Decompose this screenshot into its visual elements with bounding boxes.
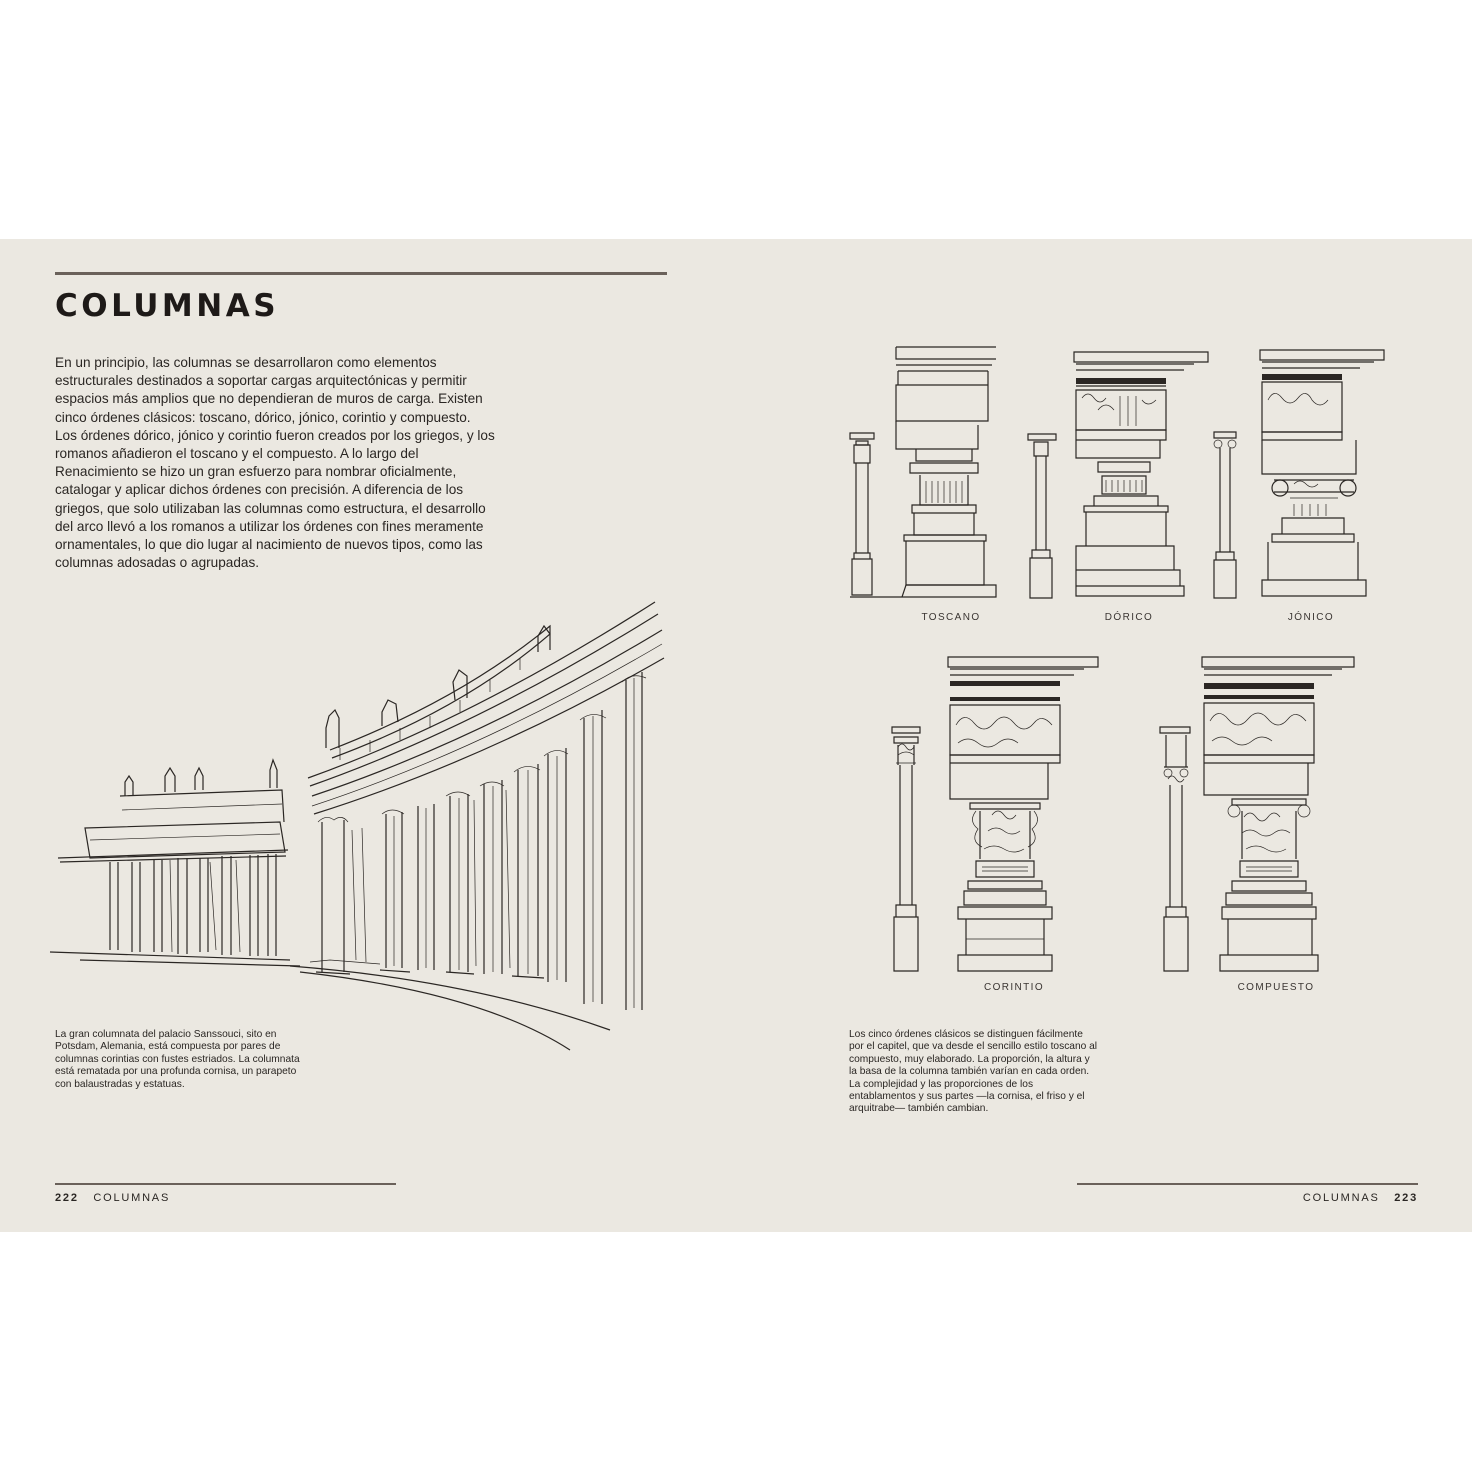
right-footer-rule [1077,1183,1418,1185]
dorico-order-drawing [1024,350,1210,602]
page-title: COLUMNAS [55,288,280,324]
left-footer [55,1192,170,1204]
jonico-order-drawing [1210,348,1386,602]
order-label-jonico: JÓNICO [1287,612,1335,623]
order-label-compuesto: COMPUESTO [1237,982,1315,993]
order-label-dorico: DÓRICO [1104,612,1154,623]
colonnade-sketch-illustration [50,600,670,1060]
left-footer-section: COLUMNAS [93,1192,171,1204]
compuesto-order-drawing [1156,655,1356,975]
toscano-order-drawing [846,345,996,603]
left-page-number: 222 [55,1192,79,1204]
orders-caption: Los cinco órdenes clásicos se distinguen fácilmente por el capitel, que va desde el sencillo estilo toscano al compuesto, muy elaborado. La proporción, la altura y la basa de la columna también varían en cada orden. La complejidad y las proporciones de los entablamentos y sus partes —la cornisa, el friso y el arquitrabe— también cambian. [849,1029,1098,1115]
right-page-number: 223 [1394,1192,1418,1204]
order-label-toscano: TOSCANO [921,612,981,623]
right-footer [1303,1192,1418,1204]
body-paragraph: En un principio, las columnas se desarrollaron como elementos estructurales destinados a soportar cargas arquitectónicas y permitir espacios más amplios que no dependieran de muros de carga. Existen cinco órdenes clásicos: toscano, dórico, jónico, corintio y compuesto. Los órdenes dórico, jónico y corintio fueron creados por los griegos, y los romanos añadieron el toscano y el compuesto. A lo largo del Renacimiento se hizo un gran esfuerzo para nombrar oficialmente, catalogar y aplicar dichos órdenes con precisión. A diferencia de los griegos, que solo utilizaban las columnas como estructura, el desarrollo del arco llevó a los romanos a utilizar los órdenes con fines meramente ornamentales, lo que dio lugar al nacimiento de nuevos tipos, como las columnas adosadas o agrupadas. [55,355,495,571]
order-label-corintio: CORINTIO [983,982,1045,993]
left-footer-rule [55,1183,396,1185]
title-rule [55,272,667,275]
colonnade-caption: La gran columnata del palacio Sanssouci, sito en Potsdam, Alemania, está compuesta por pares de columnas corintias con fustes estriados. La columnata está rematada por una profunda cornisa, un parapeto con balaustradas y estatuas. [55,1029,300,1090]
right-footer-section: COLUMNAS [1302,1192,1380,1204]
corintio-order-drawing [888,655,1100,975]
